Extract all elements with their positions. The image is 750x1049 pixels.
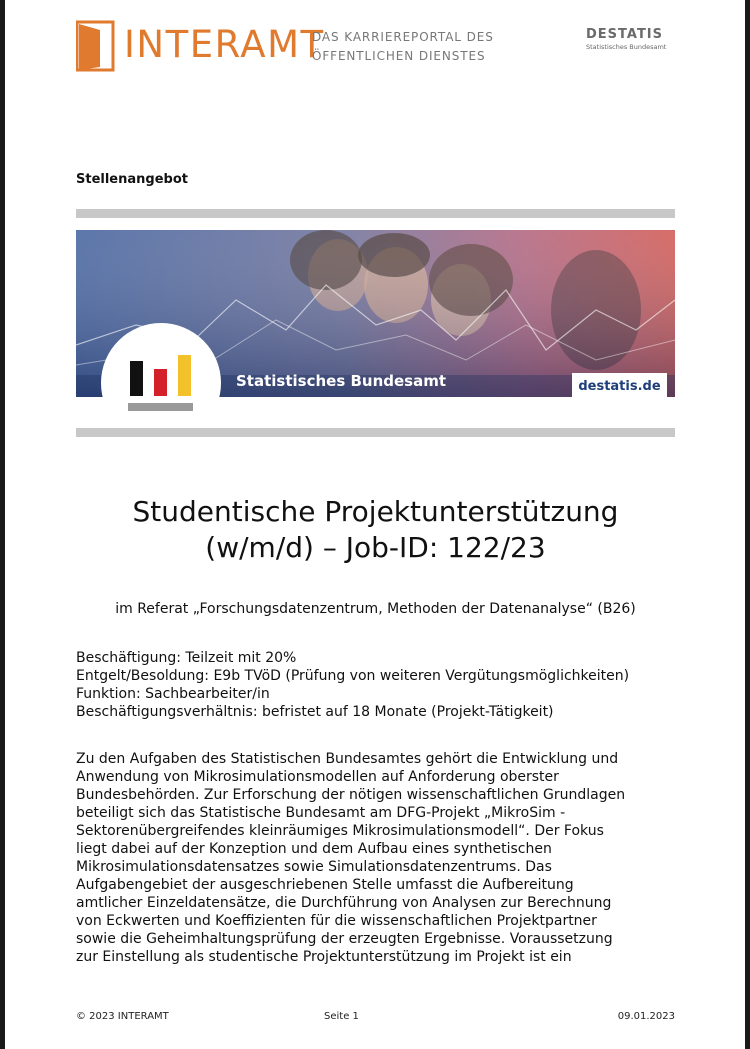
body-line: Mikrosimulationsdatensatzes sowie Simulationsdatenzentrums. Das	[76, 859, 552, 875]
body-line: Aufgabengebiet der ausgeschriebenen Stelle umfasst die Aufbereitung	[76, 877, 574, 893]
footer-page-number: Seite 1	[324, 1011, 359, 1022]
body-line: Zu den Aufgaben des Statistischen Bundesamtes gehört die Entwicklung und	[76, 751, 619, 767]
interamt-door-icon	[76, 20, 116, 72]
body-line: sowie die Geheimhaltungsprüfung der erzeugten Ergebnisse. Voraussetzung	[76, 931, 613, 947]
body-line: Sektorenübergreifendes kleinräumiges Mikrosimulationsmodell“. Der Fokus	[76, 823, 604, 839]
tagline-line-1: DAS KARRIEREPORTAL DES	[312, 30, 494, 44]
footer-copyright: © 2023 INTERAMT	[76, 1011, 169, 1022]
job-description	[76, 750, 676, 966]
department: im Referat „Forschungsdatenzentrum, Methoden der Datenanalyse“ (B26)	[115, 601, 636, 617]
body-line: liegt dabei auf der Konzeption und dem Aufbau eines synthetischen	[76, 841, 552, 857]
tagline-line-2: ÖFFENTLICHEN DIENSTES	[312, 49, 486, 63]
fact-function: Funktion: Sachbearbeiter/in	[76, 686, 270, 702]
job-title-line-1: Studentische Projektunterstützung	[132, 495, 619, 528]
destatis-logo-sub: Statistisches Bundesamt	[586, 43, 667, 51]
fact-employment: Beschäftigung: Teilzeit mit 20%	[76, 650, 297, 666]
job-facts	[76, 649, 686, 721]
fact-contract: Beschäftigungsverhältnis: befristet auf 18 Monate (Projekt-Tätigkeit)	[76, 704, 554, 720]
footer-date: 09.01.2023	[617, 1011, 675, 1022]
banner-organization: Statistisches Bundesamt	[236, 372, 447, 390]
banner-url-badge: destatis.de	[572, 373, 667, 397]
body-line: zur Einstellung als studentische Projektunterstützung im Projekt ist ein	[76, 949, 572, 965]
job-title	[76, 494, 675, 566]
document-type: Stellenangebot	[76, 172, 188, 187]
destatis-bars-icon	[128, 353, 198, 413]
interamt-tagline	[312, 28, 512, 66]
left-edge	[0, 0, 5, 1049]
right-edge	[745, 0, 750, 1049]
fact-salary: Entgelt/Besoldung: E9b TVöD (Prüfung von weiteren Vergütungsmöglichkeiten)	[76, 668, 630, 684]
body-line: Anwendung von Mikrosimulationsmodellen auf Anforderung oberster	[76, 769, 559, 785]
divider-bottom	[76, 428, 675, 437]
interamt-logo: INTERAMT	[124, 23, 325, 66]
body-line: von Eckwerten und Koeffizienten für die wissenschaftlichen Projektpartner	[76, 913, 597, 929]
destatis-logo	[586, 27, 670, 52]
body-line: Bundesbehörden. Zur Erforschung der nötigen wissenschaftlichen Grundlagen	[76, 787, 626, 803]
body-line: beteiligt sich das Statistische Bundesamt am DFG-Projekt „MikroSim -	[76, 805, 566, 821]
body-line: amtlicher Einzeldatensätze, die Durchführung von Analysen zur Berechnung	[76, 895, 612, 911]
divider-top	[76, 209, 675, 218]
destatis-logo-word: DESTATIS	[586, 27, 664, 42]
job-title-line-2: (w/m/d) – Job-ID: 122/23	[205, 531, 546, 564]
